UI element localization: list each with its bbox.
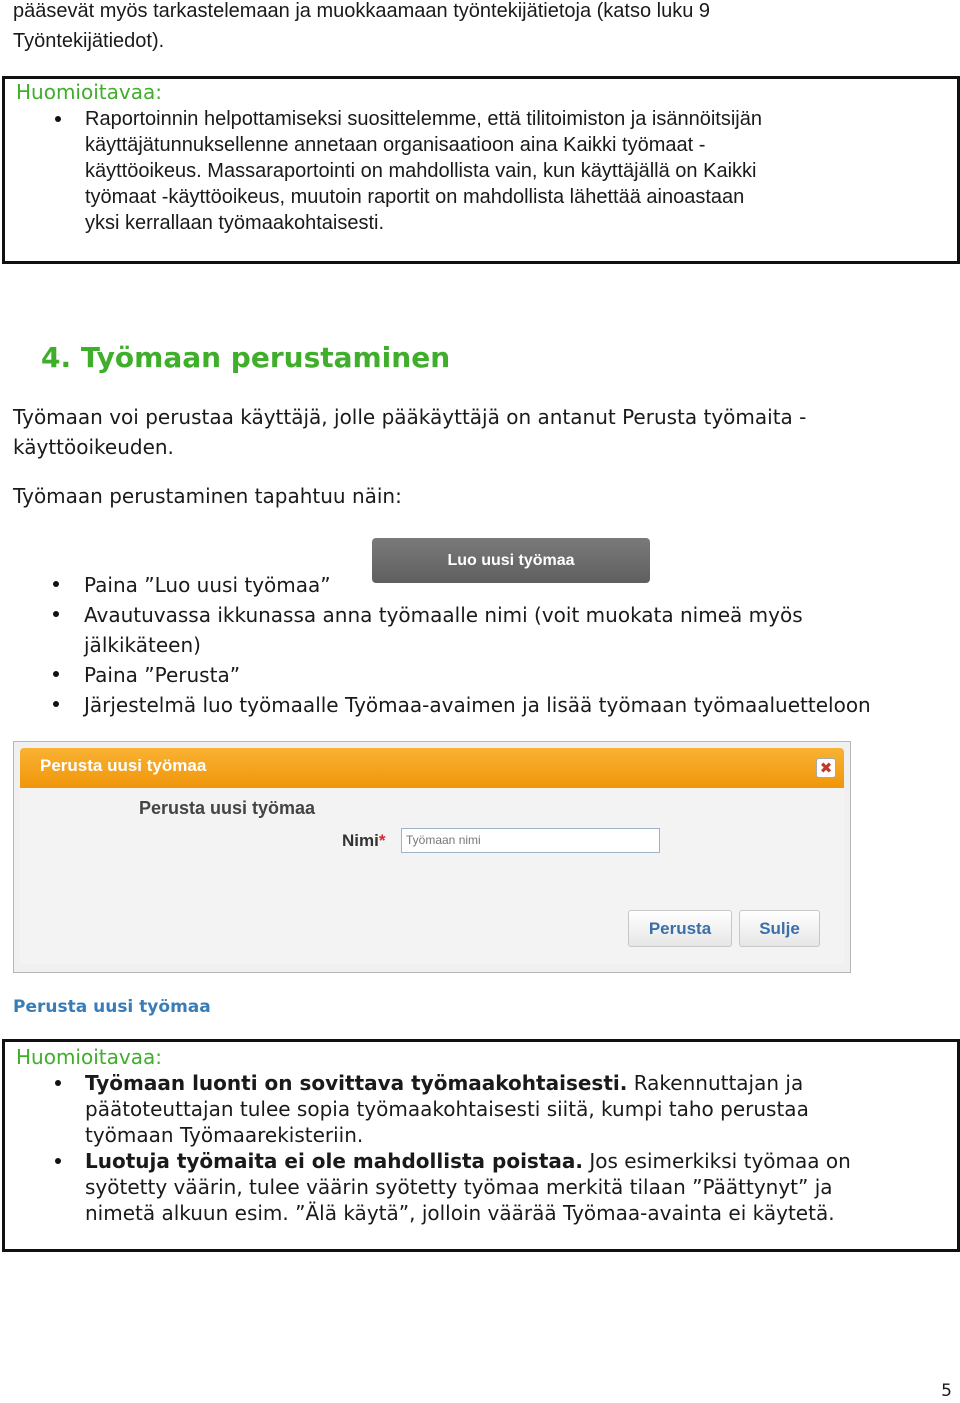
step-4-line-1: Järjestelmä luo työmaalle Työmaa-avaimen ja lisää työmaan työmaaluetteloon [84, 693, 871, 717]
note-1-bullet [5, 106, 955, 236]
note-1-line-2: käyttäjätunnuksellenne annetaan organisaatioon aina Kaikki työmaat - [85, 134, 706, 156]
close-button[interactable]: Sulje [739, 910, 820, 947]
intro-paragraph [13, 402, 953, 462]
required-mark: * [378, 831, 386, 850]
note-box-2 [2, 1039, 960, 1252]
note-1-line-1: Raportoinnin helpottamiseksi suosittelemme, että tilitoimiston ja isännöitsijän [85, 108, 762, 130]
top-paragraph [13, 0, 953, 56]
step-item [13, 660, 958, 690]
top-line-1: pääsevät myös tarkastelemaan ja muokkaamaan työntekijätietoja (katso luku 9 [13, 0, 711, 22]
section-number: 4. [41, 341, 72, 374]
step-2-line-2: jälkikäteen) [84, 633, 201, 657]
close-icon[interactable]: ✖ [816, 758, 836, 778]
steps-list [13, 570, 958, 720]
note-1-line-5: yksi kerrallaan työmaakohtaisesti. [85, 212, 385, 234]
name-label [342, 831, 385, 851]
site-name-input[interactable]: Työmaan nimi [401, 828, 660, 853]
new-site-button[interactable]: Luo uusi työmaa [372, 538, 650, 583]
create-button[interactable]: Perusta [628, 910, 732, 947]
create-site-dialog [13, 741, 851, 973]
dialog-window-title: Perusta uusi työmaa [40, 756, 207, 775]
step-item [13, 600, 958, 660]
note-2-b1-line-3: työmaan Työmaarekisteriin. [85, 1123, 364, 1147]
note-2-b2-line-3: nimetä alkuun esim. ”Älä käytä”, jolloin väärää Työmaa-avainta ei käytetä. [85, 1201, 835, 1225]
intro-line-2: käyttöoikeuden. [13, 435, 174, 459]
dialog-heading: Perusta uusi työmaa [139, 798, 316, 818]
note-1-title: Huomioitavaa: [16, 80, 162, 104]
intro-line-1: Työmaan voi perustaa käyttäjä, jolle pääkäyttäjä on antanut Perusta työmaita - [13, 405, 807, 429]
note-2-text [5, 1070, 955, 1226]
top-line-2: Työntekijätiedot). [13, 30, 165, 52]
dialog-body [20, 788, 844, 964]
section-title: Työmaan perustaminen [80, 341, 451, 374]
bullet-dot [55, 1080, 61, 1086]
page-number: 5 [941, 1381, 952, 1401]
note-2-bullet-1 [5, 1070, 955, 1148]
note-2-b2-rest: Jos esimerkiksi työmaa on [582, 1149, 851, 1173]
name-label-text: Nimi [342, 831, 379, 850]
note-2-b2-line-1 [85, 1148, 955, 1174]
bullet-dot [55, 1158, 61, 1164]
note-2-b2-line-2: syötetty väärin, tulee väärin syötetty työmaa merkitä tilaan ”Päättynyt” ja [85, 1175, 833, 1199]
note-2-bullet-2 [5, 1148, 955, 1226]
bullet-dot [55, 116, 61, 122]
step-2-line-1: Avautuvassa ikkunassa anna työmaalle nimi (voit muokata nimeä myös [84, 603, 803, 627]
figure-caption: Perusta uusi työmaa [13, 997, 211, 1017]
note-box-1 [2, 76, 960, 264]
section-heading [41, 341, 450, 374]
step-item [13, 570, 958, 600]
dialog-header [20, 748, 844, 788]
step-item [13, 690, 958, 720]
note-1-line-3: käyttöoikeus. Massaraportointi on mahdollista vain, kun käyttäjällä on Kaikki [85, 160, 757, 182]
intro-steps-lead: Työmaan perustaminen tapahtuu näin: [13, 484, 402, 508]
note-2-b1-bold: Työmaan luonti on sovittava työmaakohtaisesti. [85, 1071, 628, 1095]
note-1-text [5, 106, 955, 236]
note-1-line-4: työmaat -käyttöoikeus, muutoin raportit on mahdollista lähettää ainoastaan [85, 186, 745, 208]
step-3-line-1: Paina ”Perusta” [84, 663, 241, 687]
note-2-b2-bold: Luotuja työmaita ei ole mahdollista poistaa. [85, 1149, 583, 1173]
note-2-b1-rest: Rakennuttajan ja [627, 1071, 804, 1095]
note-2-title: Huomioitavaa: [16, 1045, 162, 1069]
note-2-b1-line-1 [85, 1070, 955, 1096]
note-2-b1-line-2: päätoteuttajan tulee sopia työmaakohtaisesti siitä, kumpi taho perustaa [85, 1097, 809, 1121]
step-1-line-1: Paina ”Luo uusi työmaa” [84, 573, 331, 597]
